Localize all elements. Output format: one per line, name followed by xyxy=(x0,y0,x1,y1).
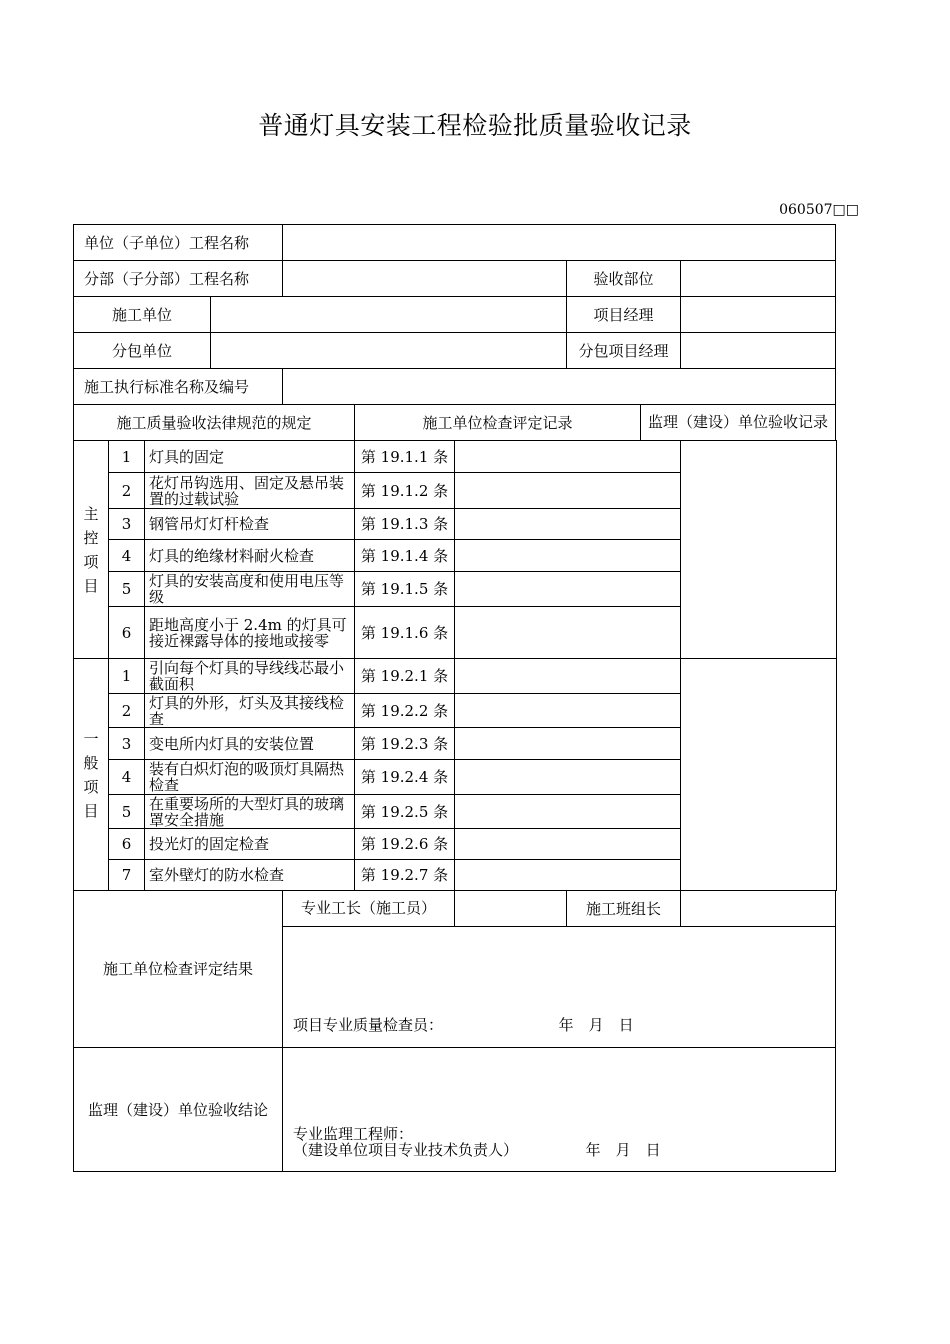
item-number: 2 xyxy=(109,694,145,728)
sub-project-name-label: 分部（子分部）工程名称 xyxy=(74,261,283,297)
check-record-cell[interactable] xyxy=(455,540,681,572)
item-clause: 第 19.1.6 条 xyxy=(355,607,455,659)
item-description: 室外壁灯的防水检查 xyxy=(145,860,355,891)
inspection-form-table xyxy=(73,224,837,1172)
item-description: 花灯吊钩选用、固定及悬吊装置的过载试验 xyxy=(145,473,355,509)
acceptance-part-field[interactable] xyxy=(681,261,836,297)
item-description: 灯具的外形，灯头及其接线检查 xyxy=(145,694,355,728)
item-clause: 第 19.2.4 条 xyxy=(355,760,455,795)
item-description: 投光灯的固定检查 xyxy=(145,829,355,860)
date-label: 年 月 日 xyxy=(585,1141,661,1159)
check-record-cell[interactable] xyxy=(455,509,681,540)
foreman-label: 专业工长（施工员） xyxy=(283,891,455,927)
unit-project-name-field[interactable] xyxy=(283,225,836,261)
form-code: 060507□□ xyxy=(779,202,859,218)
project-manager-field[interactable] xyxy=(681,297,836,333)
check-record-cell[interactable] xyxy=(455,572,681,607)
check-record-cell[interactable] xyxy=(455,795,681,829)
check-record-cell[interactable] xyxy=(455,728,681,760)
supervision-conclusion-label: 监理（建设）单位验收结论 xyxy=(74,1048,283,1172)
item-description: 在重要场所的大型灯具的玻璃罩安全措施 xyxy=(145,795,355,829)
subcontract-unit-label: 分包单位 xyxy=(74,333,211,369)
check-record-cell[interactable] xyxy=(455,607,681,659)
check-record-cell[interactable] xyxy=(455,760,681,795)
item-description: 灯具的绝缘材料耐火检查 xyxy=(145,540,355,572)
main-item-row xyxy=(74,441,837,473)
supervision-engineer-label: 专业监理工程师： xyxy=(293,1125,414,1143)
item-number: 7 xyxy=(109,860,145,891)
item-clause: 第 19.1.1 条 xyxy=(355,441,455,473)
item-description: 钢管吊灯灯杆检查 xyxy=(145,509,355,540)
project-manager-label: 项目经理 xyxy=(567,297,681,333)
supervision-record-cell[interactable] xyxy=(681,659,837,891)
item-description: 灯具的安装高度和使用电压等级 xyxy=(145,572,355,607)
check-record-cell[interactable] xyxy=(455,441,681,473)
item-clause: 第 19.2.1 条 xyxy=(355,659,455,694)
unit-project-name-label: 单位（子单位）工程名称 xyxy=(74,225,283,261)
item-number: 1 xyxy=(109,659,145,694)
item-number: 5 xyxy=(109,572,145,607)
construction-result-field[interactable] xyxy=(283,927,836,1048)
item-description: 装有白炽灯泡的吸顶灯具隔热检查 xyxy=(145,760,355,795)
general-item-row xyxy=(74,659,837,694)
foreman-field[interactable] xyxy=(455,891,567,927)
item-description: 变电所内灯具的安装位置 xyxy=(145,728,355,760)
item-clause: 第 19.2.6 条 xyxy=(355,829,455,860)
item-clause: 第 19.2.3 条 xyxy=(355,728,455,760)
date-label: 年 月 日 xyxy=(558,1016,634,1034)
item-clause: 第 19.1.5 条 xyxy=(355,572,455,607)
item-number: 1 xyxy=(109,441,145,473)
construction-result-label: 施工单位检查评定结果 xyxy=(74,891,283,1048)
supervision-record-cell[interactable] xyxy=(681,441,837,659)
subcontract-unit-field[interactable] xyxy=(211,333,567,369)
item-number: 2 xyxy=(109,473,145,509)
item-clause: 第 19.2.2 条 xyxy=(355,694,455,728)
supervision-conclusion-field[interactable] xyxy=(283,1048,836,1172)
team-leader-label: 施工班组长 xyxy=(567,891,681,927)
item-clause: 第 19.1.2 条 xyxy=(355,473,455,509)
page-title: 普通灯具安装工程检验批质量验收记录 xyxy=(258,111,692,140)
item-number: 5 xyxy=(109,795,145,829)
item-clause: 第 19.1.4 条 xyxy=(355,540,455,572)
item-number: 3 xyxy=(109,728,145,760)
construction-unit-label: 施工单位 xyxy=(74,297,211,333)
standard-label: 施工执行标准名称及编号 xyxy=(74,369,283,405)
sub-project-name-field[interactable] xyxy=(283,261,567,297)
item-clause: 第 19.2.5 条 xyxy=(355,795,455,829)
item-clause: 第 19.1.3 条 xyxy=(355,509,455,540)
item-number: 6 xyxy=(109,607,145,659)
owner-tech-label: （建设单位项目专业技术负责人） xyxy=(293,1141,519,1159)
check-record-cell[interactable] xyxy=(455,829,681,860)
item-description: 距地高度小于 2.4m 的灯具可接近裸露导体的接地或接零 xyxy=(145,607,355,659)
check-record-cell[interactable] xyxy=(455,694,681,728)
check-record-cell[interactable] xyxy=(455,473,681,509)
team-leader-field[interactable] xyxy=(681,891,836,927)
item-clause: 第 19.2.7 条 xyxy=(355,860,455,891)
check-record-cell[interactable] xyxy=(455,659,681,694)
item-description: 灯具的固定 xyxy=(145,441,355,473)
main-items-group-label: 主 控 项 目 xyxy=(74,441,109,659)
item-description: 引向每个灯具的导线线芯最小截面积 xyxy=(145,659,355,694)
item-number: 6 xyxy=(109,829,145,860)
check-record-cell[interactable] xyxy=(455,860,681,891)
acceptance-part-label: 验收部位 xyxy=(567,261,681,297)
general-items-group-label: 一 般 项 目 xyxy=(74,659,109,891)
item-number: 4 xyxy=(109,760,145,795)
construction-unit-field[interactable] xyxy=(211,297,567,333)
quality-inspector-label: 项目专业质量检查员： xyxy=(293,1016,444,1034)
construction-check-column-header: 施工单位检查评定记录 xyxy=(355,405,641,441)
subcontract-manager-label: 分包项目经理 xyxy=(567,333,681,369)
spec-column-header: 施工质量验收法律规范的规定 xyxy=(74,405,355,441)
standard-field[interactable] xyxy=(283,369,836,405)
item-number: 3 xyxy=(109,509,145,540)
supervision-column-header: 监理（建设）单位验收记录 xyxy=(641,405,836,441)
subcontract-manager-field[interactable] xyxy=(681,333,836,369)
item-number: 4 xyxy=(109,540,145,572)
